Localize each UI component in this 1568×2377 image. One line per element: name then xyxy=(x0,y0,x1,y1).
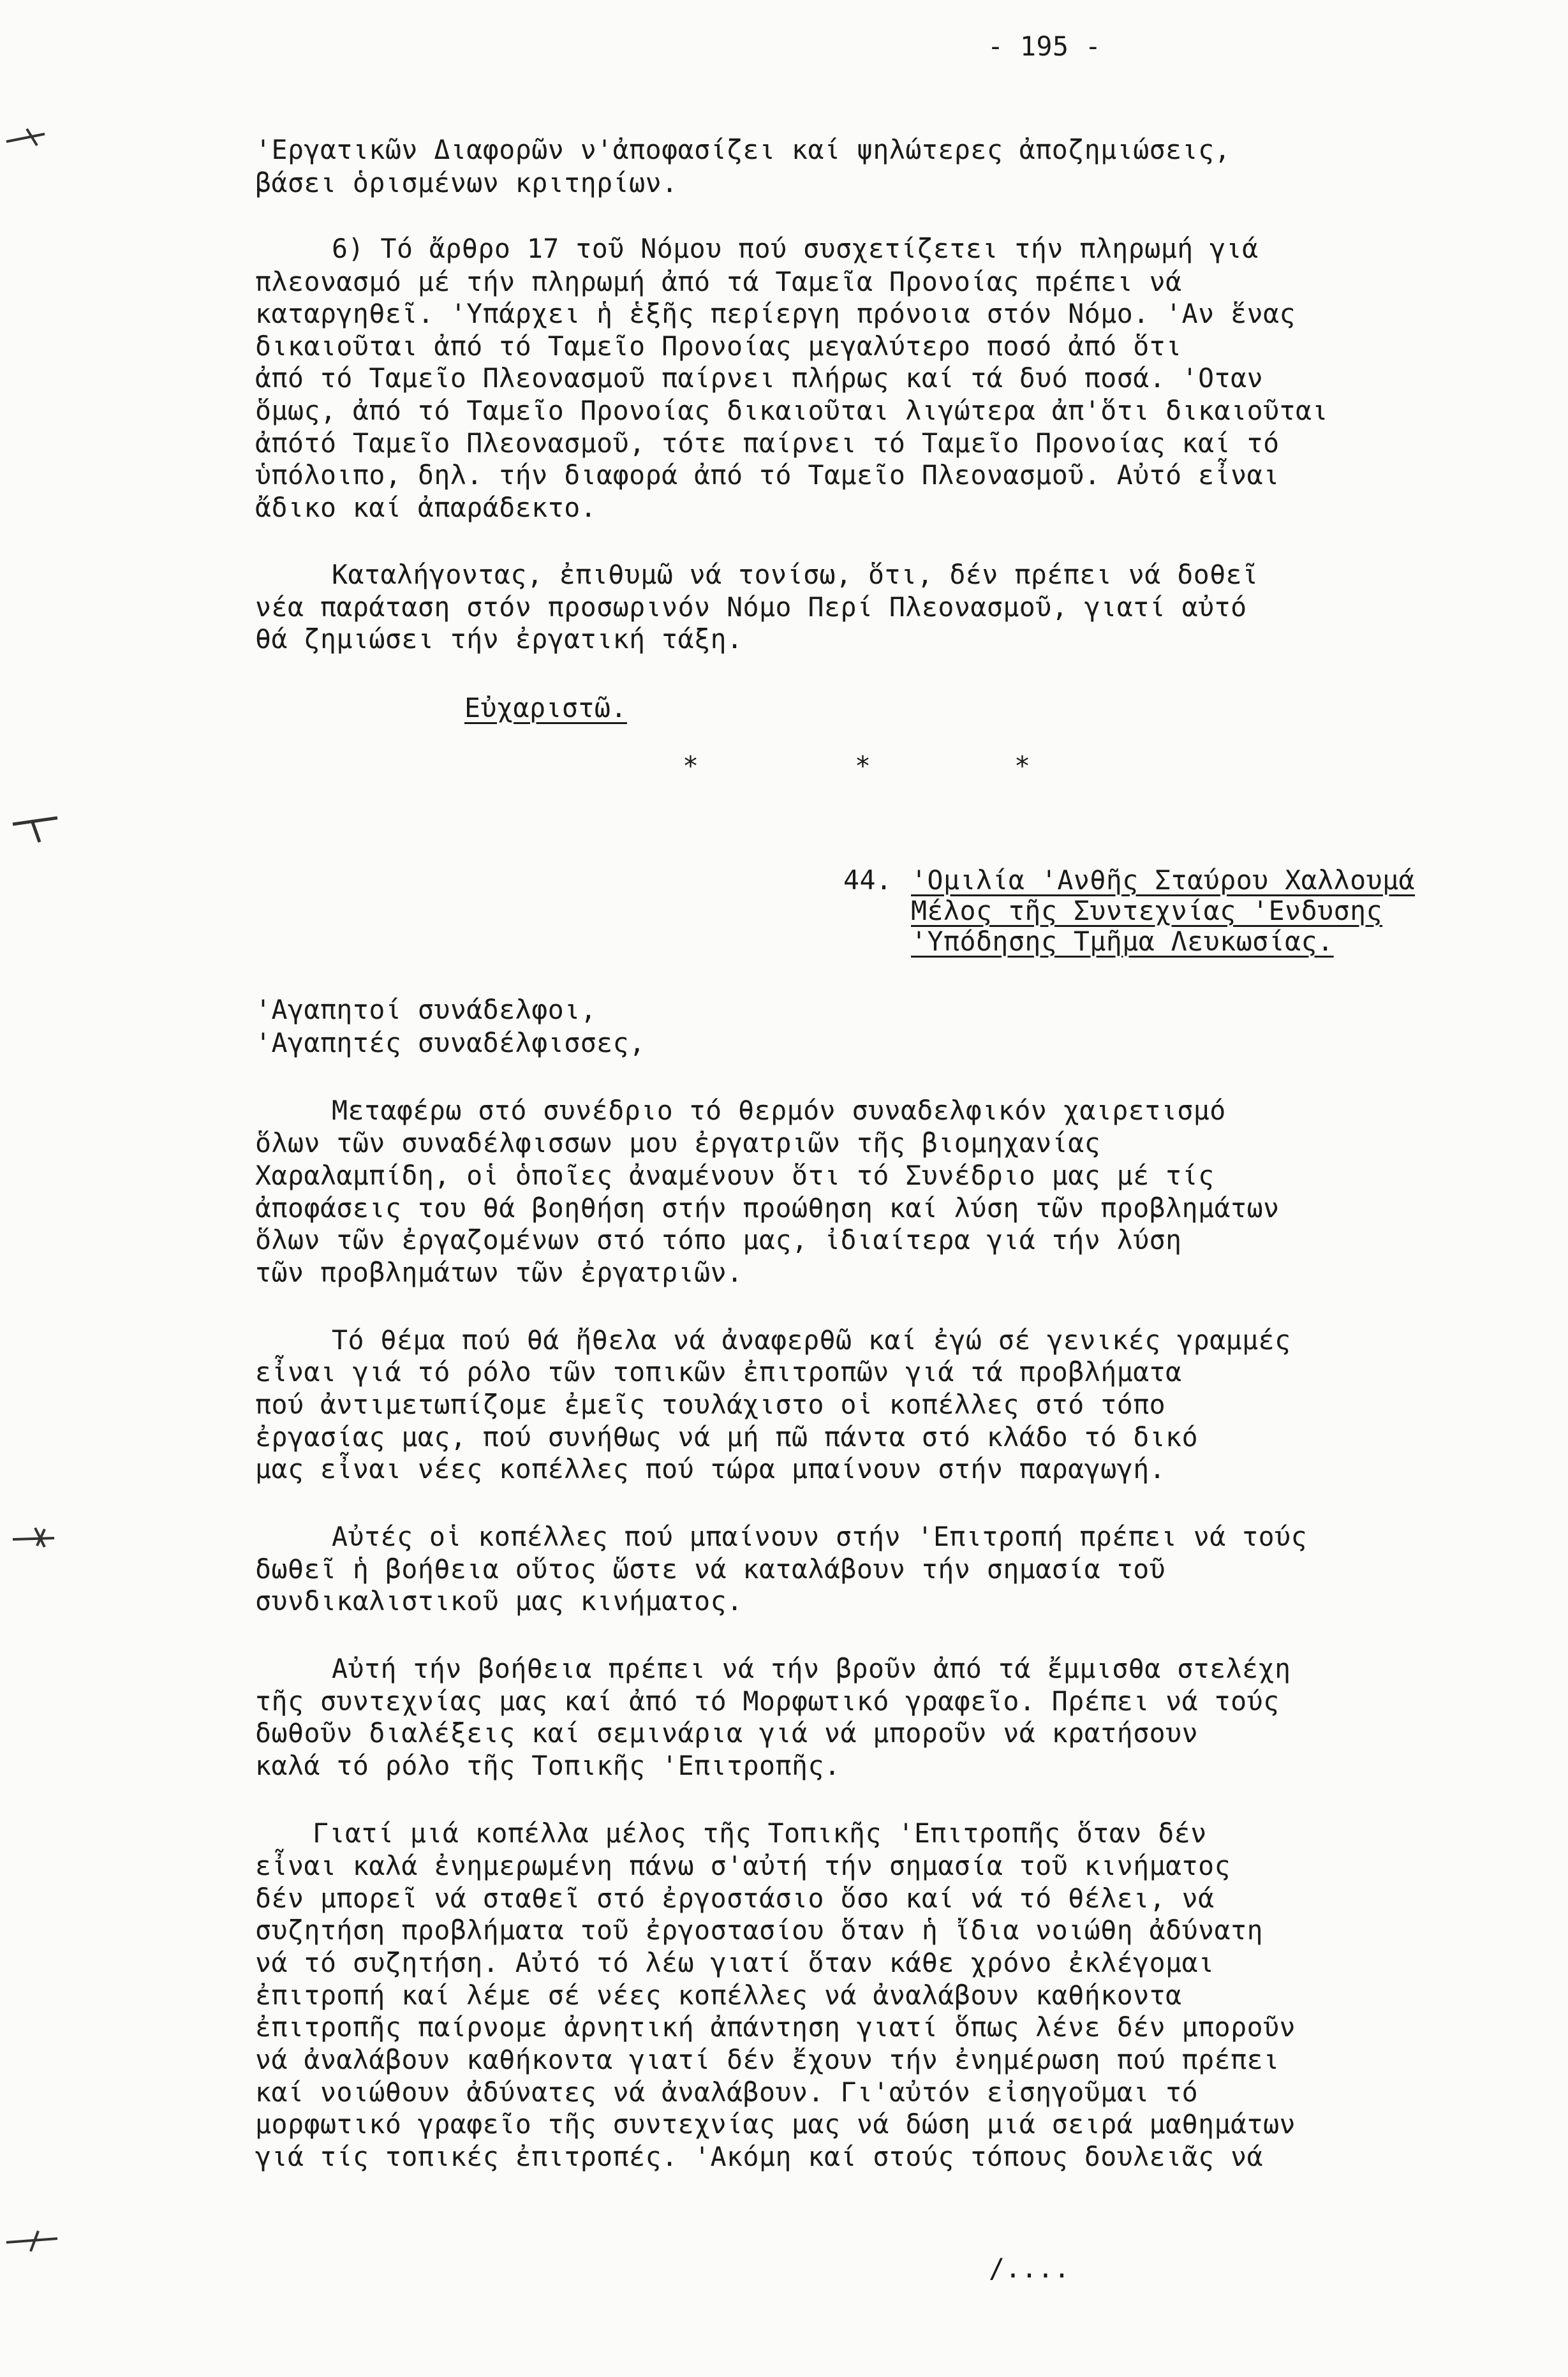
salutation-line: 'Αγαπητοί συνάδελφοι, xyxy=(255,994,597,1025)
continuation-line: 'Εργατικῶν Διαφορῶν ν'ἀποφασίζει καί ψηλώτερες ἀποζημιώσεις, xyxy=(255,134,1231,165)
body-line: γιά τίς τοπικές ἐπιτροπές. 'Ακόμη καί στούς τόπους δουλειᾶς νά xyxy=(255,2141,1264,2172)
margin-tick-mark xyxy=(0,115,57,153)
body-line: Γιατί μιά κοπέλλα μέλος τῆς Τοπικῆς 'Επιτροπῆς ὅταν δέν xyxy=(313,1818,1207,1849)
body-line: τῆς συντεχνίας μας καί ἀπό τό Μορφωτικό γραφεῖο. Πρέπει νά τούς xyxy=(255,1685,1280,1717)
separator-star: * xyxy=(683,750,699,781)
body-line: ὑπόλοιπο, δηλ. τήν διαφορά ἀπό τό Ταμεῖο Πλεονασμοῦ. Αὐτό εἶναι xyxy=(255,459,1280,491)
body-line: μορφωτικό γραφεῖο τῆς συντεχνίας μας νά δώση μιά σειρά μαθημάτων xyxy=(255,2108,1296,2140)
body-line: ἐργασίας μας, πού συνήθως νά μή πῶ πάντα στό κλάδο τό δικό xyxy=(255,1421,1199,1453)
body-line: ἀποφάσεις του θά βοηθήση στήν προώθηση καί λύση τῶν προβλημάτων xyxy=(255,1192,1280,1224)
body-line: Αὐτές οἱ κοπέλλες πού μπαίνουν στήν 'Επιτροπή πρέπει νά τούς xyxy=(332,1521,1308,1552)
body-line: δέν μπορεῖ νά σταθεῖ στό ἐργοστάσιο ὅσο καί νά τό θέλει, νά xyxy=(255,1883,1215,1914)
continuation-mark: /.... xyxy=(989,2253,1070,2284)
speech-heading: Μέλος τῆς Συντεχνίας 'Ενδυσης xyxy=(911,895,1383,926)
margin-tick-mark xyxy=(0,804,64,848)
body-line: καταργηθεῖ. 'Υπάρχει ἡ ἑξῆς περίεργη πρόνοια στόν Νόμο. 'Αν ἕνας xyxy=(255,298,1296,329)
body-line: νά ἀναλάβουν καθήκοντα γιατί δέν ἔχουν τήν ἐνημέρωση πού πρέπει xyxy=(255,2044,1280,2075)
body-line: θά ζημιώσει τήν ἐργατική τάξη. xyxy=(255,623,743,655)
thanks-line: Εὐχαριστῶ. xyxy=(464,692,627,723)
body-line: συζητήση προβλήματα τοῦ ἐργοστασίου ὅταν ἡ ἴδια νοιώθη ἀδύνατη xyxy=(255,1914,1264,1946)
body-line: ἀπότό Ταμεῖο Πλεονασμοῦ, τότε παίρνει τό Ταμεῖο Προνοίας καί τό xyxy=(255,427,1280,459)
body-line: ἀπό τό Ταμεῖο Πλεονασμοῦ παίρνει πλήρως καί τά δυό ποσά. 'Οταν xyxy=(255,362,1264,394)
body-line: νά τό συζητήση. Αὐτό τό λέω γιατί ὅταν κάθε χρόνο ἐκλέγομαι xyxy=(255,1947,1215,1978)
speech-heading: 'Υπόδησης Τμῆμα Λευκωσίας. xyxy=(911,926,1334,957)
body-line: τῶν προβλημάτων τῶν ἐργατριῶν. xyxy=(255,1257,743,1288)
body-line: Καταλήγοντας, ἐπιθυμῶ νά τονίσω, ὅτι, δέν πρέπει νά δοθεῖ xyxy=(332,559,1259,590)
body-line: ὅλων τῶν συναδέλφισσων μου ἐργατριῶν τῆς βιομηχανίας xyxy=(255,1127,1101,1159)
body-line: ἐπιτροπή καί λέμε σέ νέες κοπέλλες νά ἀναλάβουν καθήκοντα xyxy=(255,1980,1182,2011)
body-line: εἶναι καλά ἐνημερωμένη πάνω σ'αὐτή τήν σημασία τοῦ κινήματος xyxy=(255,1850,1231,1881)
salutation-line: 'Αγαπητές συναδέλφισσες, xyxy=(255,1027,646,1058)
speech-heading: 'Ομιλία 'Ανθῆς Σταύρου Χαλλουμά xyxy=(911,864,1416,896)
body-line: μας εἶναι νέες κοπέλλες πού τώρα μπαίνουν στήν παραγωγή. xyxy=(255,1453,1166,1485)
body-line: ἐπιτροπῆς παίρνομε ἀρνητική ἀπάντηση γιατί ὅπως λένε δέν μποροῦν xyxy=(255,2011,1296,2043)
body-line: ὅμως, ἀπό τό Ταμεῖο Προνοίας δικαιοῦται λιγώτερα ἀπ'ὅτι δικαιοῦται xyxy=(255,395,1329,426)
body-line: πλεονασμό μέ τήν πληρωμή ἀπό τά Ταμεῖα Προνοίας πρέπει νά xyxy=(255,266,1182,297)
continuation-line: βάσει ὁρισμένων κριτηρίων. xyxy=(255,167,678,198)
body-line: 6) Τό ἄρθρο 17 τοῦ Νόμου πού συσχετίζετει τήν πληρωμή γιά xyxy=(332,233,1259,264)
body-line: ἄδικο καί ἀπαράδεκτο. xyxy=(255,492,597,523)
body-line: Τό θέμα πού θά ἤθελα νά ἀναφερθῶ καί ἐγώ σέ γενικές γραμμές xyxy=(332,1324,1291,1356)
body-line: εἶναι γιά τό ρόλο τῶν τοπικῶν ἐπιτροπῶν γιά τά προβλήματα xyxy=(255,1356,1182,1388)
margin-tick-mark xyxy=(0,1522,57,1553)
body-line: Χαραλαμπίδη, οἱ ὁποῖες ἀναμένουν ὅτι τό Συνέδριο μας μέ τίς xyxy=(255,1160,1215,1191)
body-line: καλά τό ρόλο τῆς Τοπικῆς 'Επιτροπῆς. xyxy=(255,1750,841,1781)
separator-star: * xyxy=(1014,750,1031,781)
body-line: ὅλων τῶν ἐργαζομένων στό τόπο μας, ἰδιαίτερα γιά τήν λύση xyxy=(255,1224,1182,1255)
separator-star: * xyxy=(855,750,871,781)
body-line: δικαιοῦται ἀπό τό Ταμεῖο Προνοίας μεγαλύτερο ποσό ἀπό ὅτι xyxy=(255,330,1182,362)
body-line: συνδικαλιστικοῦ μας κινήματος. xyxy=(255,1585,743,1617)
margin-tick-mark xyxy=(0,2223,64,2255)
body-line: νέα παράταση στόν προσωρινόν Νόμο Περί Πλεονασμοῦ, γιατί αὐτό xyxy=(255,591,1247,623)
body-line: δωθεῖ ἡ βοήθεια οὕτος ὥστε νά καταλάβουν τήν σημασία τοῦ xyxy=(255,1553,1166,1585)
body-line: δωθοῦν διαλέξεις καί σεμινάρια γιά νά μποροῦν νά κρατήσουν xyxy=(255,1717,1199,1749)
speech-number: 44. xyxy=(843,864,892,896)
page-number: - 195 - xyxy=(987,31,1102,62)
body-line: πού ἀντιμετωπίζομε ἐμεῖς τουλάχιστο οἱ κοπέλλες στό τόπο xyxy=(255,1389,1166,1420)
body-line: καί νοιώθουν ἀδύνατες νά ἀναλάβουν. Γι'αὐτόν εἰσηγοῦμαι τό xyxy=(255,2077,1199,2108)
body-line: Μεταφέρω στό συνέδριο τό θερμόν συναδελφικόν χαιρετισμό xyxy=(332,1095,1226,1126)
body-line: Αὐτή τήν βοήθεια πρέπει νά τήν βροῦν ἀπό τά ἔμμισθα στελέχη xyxy=(332,1653,1291,1684)
